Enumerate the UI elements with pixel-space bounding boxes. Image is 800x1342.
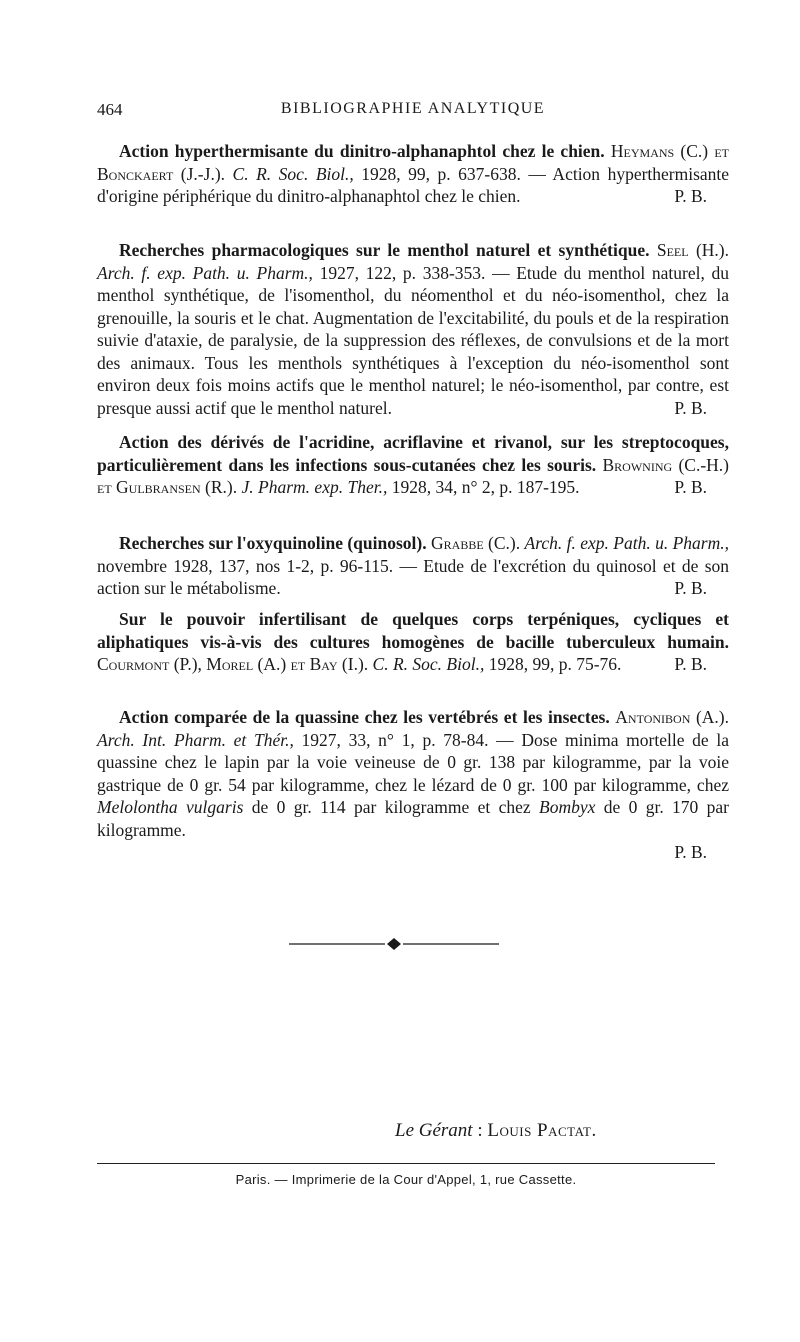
gerant-line <box>395 1120 597 1142</box>
bibliography-entry <box>97 608 729 676</box>
entry-journal: Arch. f. exp. Path. u. Pharm., <box>97 262 313 283</box>
entry-journal: Arch. Int. Pharm. et Thér., <box>97 729 294 750</box>
entry-journal: J. Pharm. exp. Ther., <box>241 477 388 497</box>
bibliography-entry <box>97 239 729 419</box>
entry-body: — Etude de l'excrétion du quinosol et de son action sur le métabolisme. <box>97 555 729 598</box>
entry-reference: 1927, 33, n° 1, p. 78-84. <box>301 729 489 750</box>
bibliography-entry <box>97 140 729 208</box>
entry-authors: Courmont (P.), Morel (A.) et Bay (I.). <box>97 654 369 674</box>
entry-journal: C. R. Soc. Biol., <box>372 654 485 674</box>
entry-reference: 1928, 34, n° 2, p. 187-195. <box>391 477 580 497</box>
entry-signature: P. B. <box>674 654 707 674</box>
gerant-label: Le Gérant <box>395 1120 473 1141</box>
imprint-line: Paris. — Imprimerie de la Cour d'Appel, 1, rue Cassette. <box>235 1172 577 1187</box>
entry-title: Action des dérivés de l'acridine, acriflavine et rivanol, sur les streptocoques, particulièrement dans les infections sous-cutanées chez les souris. <box>97 432 729 475</box>
entry-signature: P. B. <box>674 578 707 598</box>
entry-authors: Seel (H.). <box>656 240 730 260</box>
entry-body: — Action hyperthermisante d'origine périphérique du dinitro-alphanaphtol chez le chien. <box>97 163 730 206</box>
entry-authors: Browning (C.-H.) et Gulbransen (R.). <box>97 454 729 497</box>
entry-authors: Grabbe (C.). <box>431 533 521 553</box>
entry-body-text: — Dose minima mortelle de la quassine chez le lapin par la voie veineuse de 0 gr. 138 par kilogramme, par la voie gastrique de 0 gr. 54 par kilogramme, chez le lézard de 0 gr. 100 par kilogramme, chez <box>97 729 730 795</box>
species-name: Melolontha vulgaris <box>97 797 244 817</box>
entry-journal: Arch. f. exp. Path. u. Pharm., <box>524 533 730 553</box>
entry-reference: 1927, 122, p. 338-353. <box>319 262 486 283</box>
gerant-name: Louis Pactat. <box>487 1120 597 1141</box>
diamond-ornament-icon <box>387 938 401 950</box>
entry-signature: P. B. <box>674 186 707 206</box>
entry-body: — Etude du menthol naturel, du menthol synthétique, de l'isomenthol, du néomenthol et du néo-isomenthol, chez la grenouille, la souris et le chat. Augmentation de l'excitabilité, du pouls et de la respiration suivie d'ataxie, de paralysie, de la suppression des réflexes, de convulsions et de la mort des animaux. Tous les menthols synthétiques à l'exception du néo-isomenthol sont environ deux fois moins actifs que le menthol naturel; le néo-isomenthol, par contre, est presque aussi actif que le menthol naturel. <box>97 262 730 418</box>
entry-title: Action comparée de la quassine chez les vertébrés et les insectes. <box>119 707 610 727</box>
entry-reference: novembre 1928, 137, nos 1-2, p. 96-115. <box>97 555 394 576</box>
entry-body-text: de 0 gr. 170 par kilogramme. <box>97 797 729 840</box>
entry-journal: C. R. Soc. Biol., <box>232 163 354 184</box>
species-name: Bombyx <box>539 797 596 817</box>
entry-title: Sur le pouvoir infertilisant de quelques corps terpéniques, cycliques et aliphatiques vis-à-vis des cultures homogènes de bacille tuberculeux humain. <box>97 609 729 652</box>
entry-title: Recherches pharmacologiques sur le menthol naturel et synthétique. <box>119 240 650 260</box>
entry-signature: P. B. <box>674 477 707 497</box>
entry-title: Action hyperthermisante du dinitro-alphanaphtol chez le chien. <box>119 141 605 161</box>
entry-body-text: de 0 gr. 114 par kilogramme et chez <box>243 797 540 817</box>
entry-signature: P. B. <box>674 397 707 418</box>
gerant-separator: : <box>472 1120 488 1141</box>
bibliography-entry <box>97 532 729 600</box>
entry-authors: Antonibon (A.). <box>615 707 729 727</box>
entry-title: Recherches sur l'oxyquinoline (quinosol). <box>119 533 427 553</box>
entry-authors: Heymans (C.) et Bonckaert (J.-J.). <box>97 141 729 184</box>
entry-reference: 1928, 99, p. 75-76. <box>488 654 622 674</box>
running-header <box>97 100 729 122</box>
footer-rule <box>97 1163 715 1164</box>
bibliography-entry <box>97 706 729 864</box>
entry-signature: P. B. <box>674 842 707 862</box>
entry-reference: 1928, 99, p. 637-638. <box>361 163 521 184</box>
running-title: BIBLIOGRAPHIE ANALYTIQUE <box>280 100 546 117</box>
ornamental-rule <box>289 934 499 954</box>
bibliography-entry <box>97 431 729 499</box>
page-number: 464 <box>97 100 123 119</box>
